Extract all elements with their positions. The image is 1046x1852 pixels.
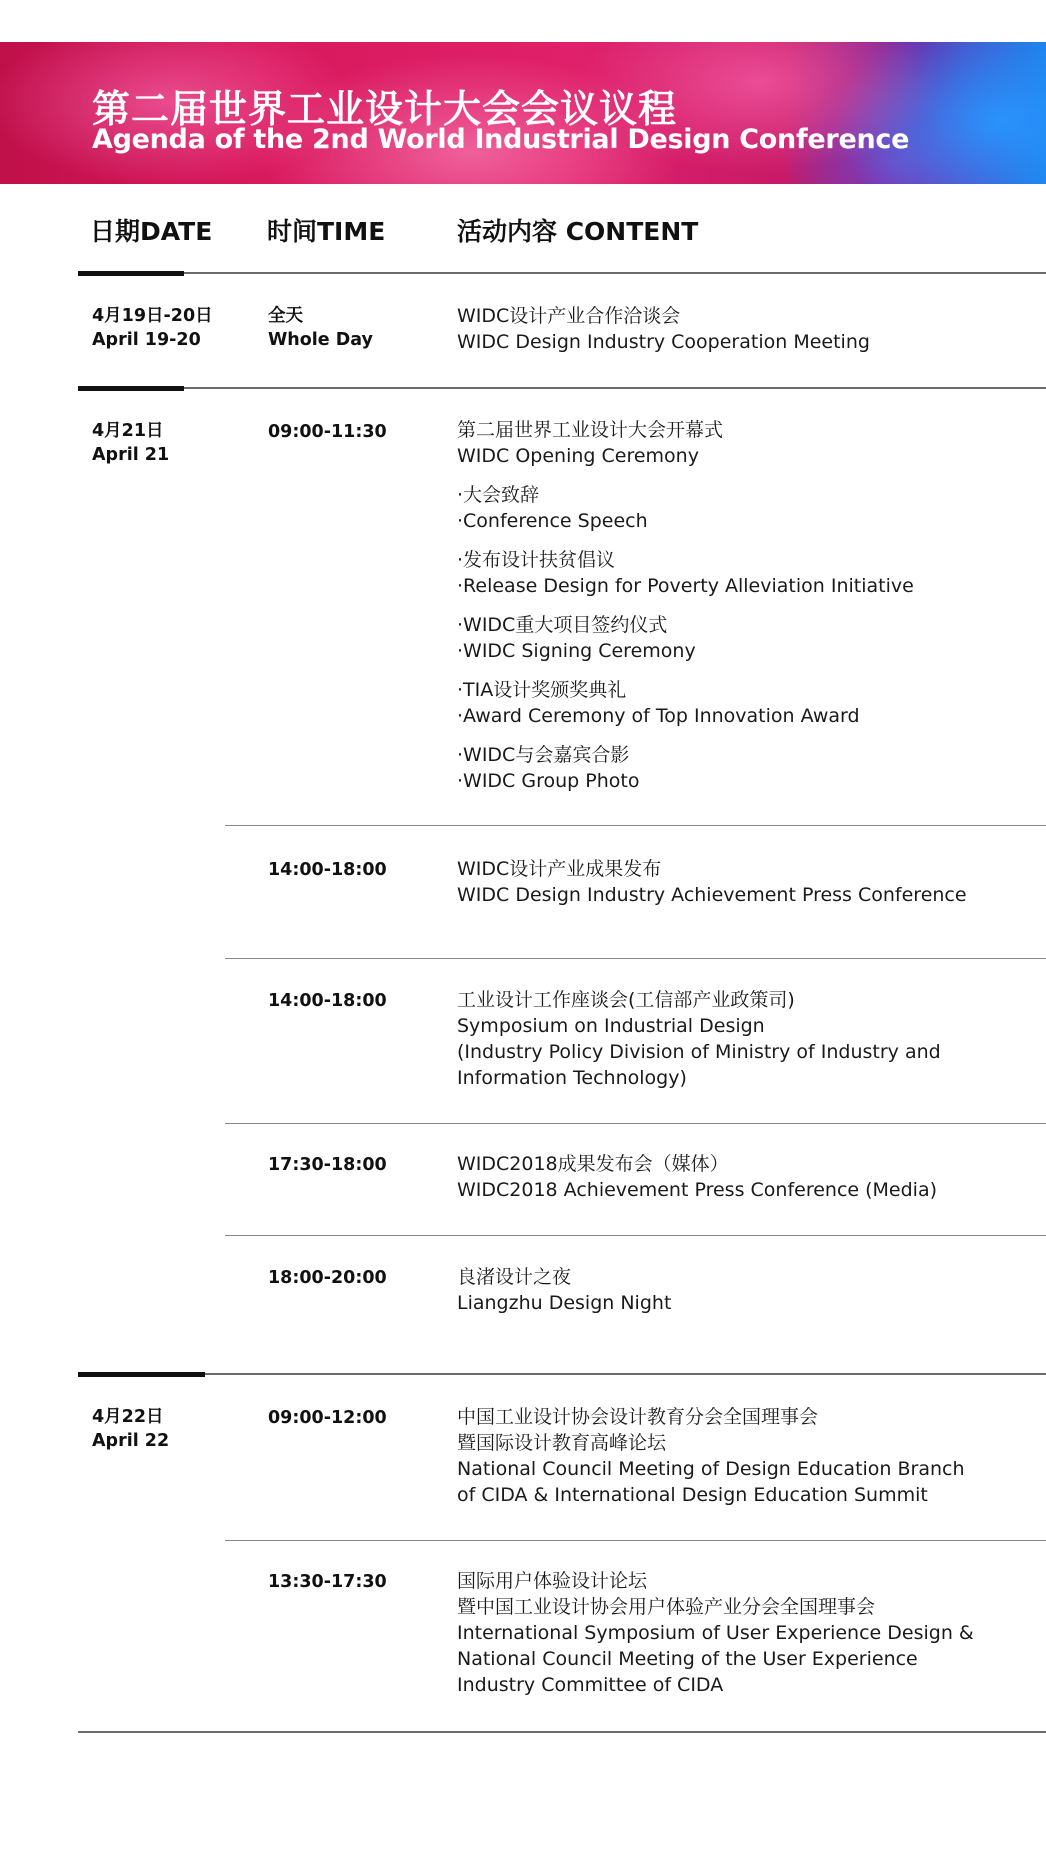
content-line: (Industry Policy Division of Ministry of Industry and [457,1041,941,1063]
content-line: National Council Meeting of the User Experience [457,1648,918,1670]
content-line: Industry Committee of CIDA [457,1674,724,1696]
header-banner [0,42,1046,184]
column-header-time: 时间TIME [267,217,386,246]
agenda-content [457,417,1027,794]
content-bullet: ·Conference Speech [457,510,648,532]
session-divider [225,1540,1046,1541]
content-bullet: ·WIDC Signing Ceremony [457,640,696,662]
agenda-content [457,856,1027,908]
agenda-content [457,987,1027,1091]
content-line: Liangzhu Design Night [457,1292,672,1314]
agenda-content [457,1264,1027,1316]
column-header-content: 活动内容 CONTENT [457,217,699,246]
content-line: 良渚设计之夜 [457,1266,572,1288]
content-line: 国际用户体验设计论坛 [457,1570,648,1592]
content-line: Symposium on Industrial Design [457,1015,765,1037]
banner-title-zh: 第二届世界工业设计大会会议议程 [92,87,678,131]
content-bullet: ·WIDC与会嘉宾合影 [457,744,630,766]
column-header-date: 日期DATE [90,217,213,246]
date-zh: 4月22日 [92,1407,164,1427]
time-cell: 14:00-18:00 [268,860,387,880]
table-bottom-rule [78,1731,1046,1733]
day-divider-accent [78,386,184,391]
time-cell [268,304,373,352]
content-line: National Council Meeting of Design Education Branch [457,1458,965,1480]
content-line: WIDC Opening Ceremony [457,445,699,467]
banner-title-en: Agenda of the 2nd World Industrial Design Conference [92,124,910,155]
day-divider [78,1373,1046,1375]
content-bullet: ·Award Ceremony of Top Innovation Award [457,705,860,727]
agenda-content [457,1404,1027,1508]
time-cell: 17:30-18:00 [268,1155,387,1175]
content-line: WIDC2018成果发布会（媒体） [457,1153,729,1175]
date-cell [92,1405,169,1453]
time-cell: 18:00-20:00 [268,1268,387,1288]
content-line: 中国工业设计协会设计教育分会全国理事会 [457,1406,819,1428]
content-line: 工业设计工作座谈会(工信部产业政策司) [457,989,795,1011]
agenda-content [457,1151,1027,1203]
time-cell: 13:30-17:30 [268,1572,387,1592]
time-cell: 09:00-12:00 [268,1408,387,1428]
content-bullet: ·Release Design for Poverty Alleviation Initiative [457,575,914,597]
date-en: April 21 [92,445,170,465]
content-bullet: ·发布设计扶贫倡议 [457,549,616,571]
date-en: April 19-20 [92,330,201,350]
content-bullet: ·TIA设计奖颁奖典礼 [457,679,627,701]
content-line: 第二届世界工业设计大会开幕式 [457,419,724,441]
content-line: WIDC2018 Achievement Press Conference (Media) [457,1179,938,1201]
session-divider [225,958,1046,959]
content-line: 暨中国工业设计协会用户体验产业分会全国理事会 [457,1596,876,1618]
time-zh: 全天 [268,306,303,326]
time-en: Whole Day [268,330,373,350]
content-line: 暨国际设计教育高峰论坛 [457,1432,667,1454]
date-cell [92,419,169,467]
time-cell: 14:00-18:00 [268,991,387,1011]
date-en: April 22 [92,1431,170,1451]
content-line: WIDC设计产业成果发布 [457,858,662,880]
content-line: WIDC Design Industry Cooperation Meeting [457,331,870,353]
content-line: Information Technology) [457,1067,687,1089]
content-line: WIDC Design Industry Achievement Press Conference [457,884,967,906]
date-zh: 4月21日 [92,421,164,441]
content-bullet: ·大会致辞 [457,484,540,506]
date-cell [92,304,213,352]
content-line: WIDC设计产业合作洽谈会 [457,305,681,327]
agenda-content [457,1568,1027,1698]
content-bullet: ·WIDC重大项目签约仪式 [457,614,668,636]
content-line: of CIDA & International Design Education Summit [457,1484,928,1506]
agenda-content [457,303,1027,355]
time-cell: 09:00-11:30 [268,422,387,442]
header-divider-accent [78,271,184,276]
session-divider [225,825,1046,826]
session-divider [225,1235,1046,1236]
day-divider [78,387,1046,389]
content-bullet: ·WIDC Group Photo [457,770,640,792]
header-divider [78,272,1046,274]
date-zh: 4月19日-20日 [92,306,213,326]
session-divider [225,1123,1046,1124]
content-line: International Symposium of User Experience Design & [457,1622,974,1644]
day-divider-accent [78,1372,205,1377]
